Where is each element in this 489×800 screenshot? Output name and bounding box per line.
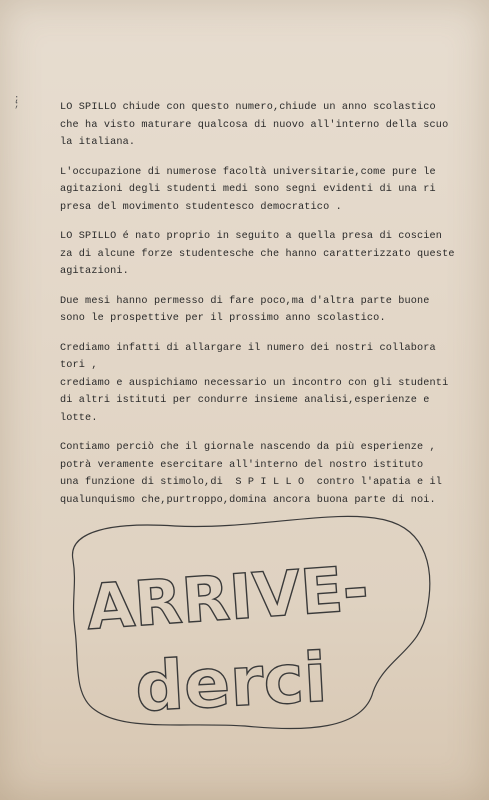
body-text <box>60 99 470 521</box>
paragraph <box>60 340 470 428</box>
text-line: agitazioni. <box>60 266 129 277</box>
paragraph <box>60 228 470 281</box>
text-line: che ha visto maturare qualcosa di nuovo all'interno della scuo <box>60 119 449 131</box>
text-line: L'occupazione di numerose facoltà universitarie,come pure le <box>60 166 436 178</box>
paragraph <box>60 439 470 509</box>
logo-line-1: ARRIVE- <box>83 551 371 644</box>
text-line: Crediamo infatti di allargare il numero dei nostri collabora <box>60 342 436 354</box>
margin-mark: ; ; <box>14 94 20 110</box>
text-line: agitazioni degli studenti medi sono segni evidenti di una ri <box>60 184 436 195</box>
arrivederci-drawing <box>55 500 440 750</box>
text-line: una funzione di stimolo,di S P I L L O contro l'apatia e il <box>60 477 443 488</box>
text-line: crediamo e auspichiamo necessario un incontro con gli studenti <box>60 377 449 389</box>
text-line: presa del movimento studentesco democratico . <box>60 201 342 213</box>
text-line: LO SPILLO é nato proprio in seguito a quella presa di coscien <box>60 231 443 242</box>
text-line: potrà veramente esercitare all'interno del nostro istituto <box>60 459 424 471</box>
text-line: tori , <box>60 360 98 371</box>
paragraph <box>60 99 470 152</box>
text-line: Contiamo perciò che il giornale nascendo da più esperienze , <box>60 442 436 453</box>
logo-line-2: derci <box>133 638 330 728</box>
text-line: di altri istituti per condurre insieme analisi,esperienze e <box>60 395 430 406</box>
text-line: sono le prospettive per il prossimo anno scolastico. <box>60 313 386 324</box>
paragraph <box>60 164 470 217</box>
text-line: qualunquismo che,purtroppo,domina ancora buona parte di noi. <box>60 494 436 506</box>
text-line: za di alcune forze studentesche che hanno caratterizzato queste <box>60 248 455 260</box>
paragraph <box>60 293 470 328</box>
text-line: lotte. <box>60 412 98 424</box>
text-line: Due mesi hanno permesso di fare poco,ma d'altra parte buone <box>60 295 430 307</box>
text-line: la italiana. <box>60 137 136 148</box>
arrivederci-logo <box>55 500 440 750</box>
text-line: LO SPILLO chiude con questo numero,chiude un anno scolastico <box>60 102 436 113</box>
